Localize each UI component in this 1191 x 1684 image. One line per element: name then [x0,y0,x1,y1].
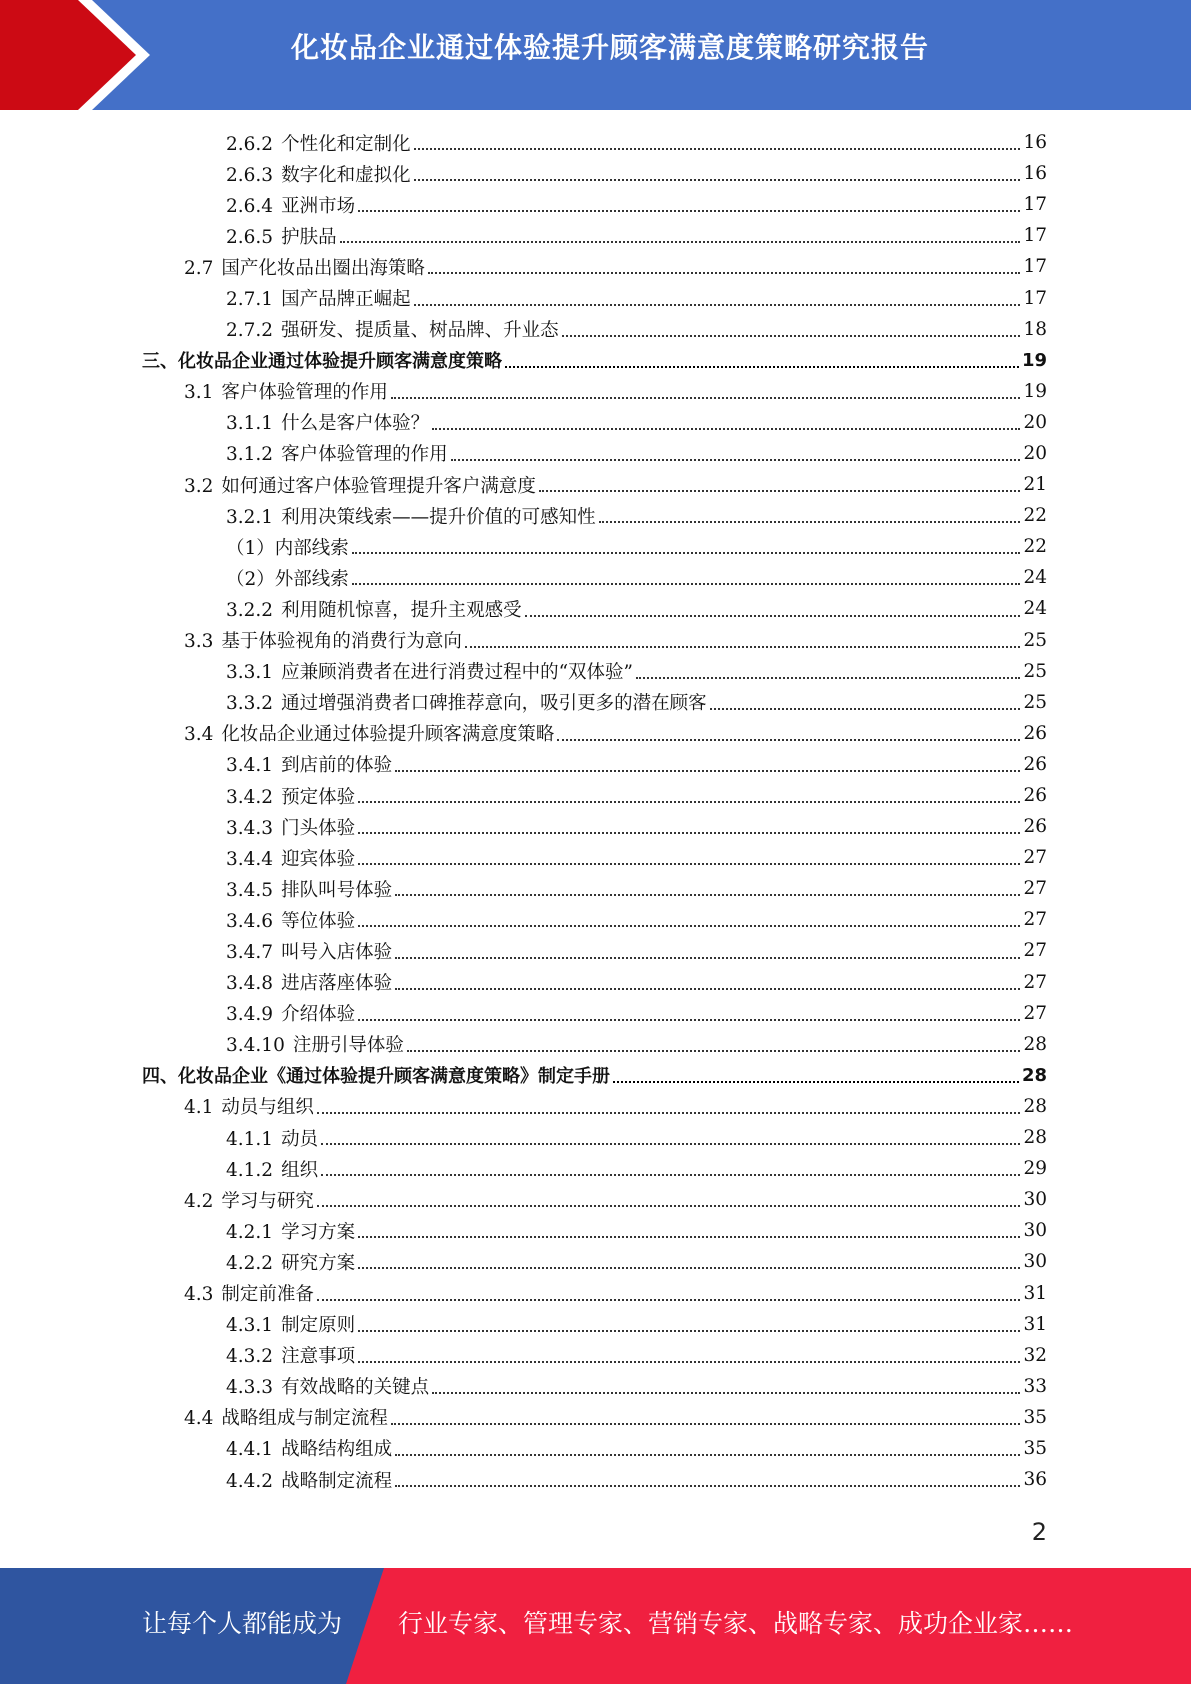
toc-entry-text: 介绍体验 [281,1004,356,1026]
toc-entry-page: 32 [1023,1344,1047,1366]
toc-entry-text: 四、化妆品企业《通过体验提升顾客满意度策略》制定手册 [142,1066,610,1088]
toc-entry-page: 31 [1023,1313,1047,1335]
toc-entry-page: 27 [1023,909,1047,931]
toc-entry-page: 26 [1023,722,1047,744]
toc-entry-label [184,472,536,498]
toc-entry[interactable] [0,1464,1191,1495]
toc-entry-text: 数字化和虚拟化 [281,164,411,186]
toc-entry-label [184,254,425,280]
toc-entry-label [226,1311,355,1337]
toc-entry-label [226,876,392,902]
toc-entry-label [226,223,337,249]
toc-entry-text: 预定体验 [281,786,356,808]
toc-entry-text: 有效战略的关键点 [281,1377,430,1399]
toc-entry-text: 基于体验视角的消费行为意向 [221,631,462,653]
toc-entry[interactable] [0,220,1191,251]
toc-entry-number: 4.3.1 [226,1315,274,1337]
toc-entry-text: 国产化妆品出圈出海策略 [221,257,425,279]
toc-dot-leader [352,582,1021,585]
toc-entry-page: 27 [1023,1002,1047,1024]
toc-entry-number: 3.3.2 [226,693,274,715]
toc-entry-text: 等位体验 [281,910,356,932]
toc-dot-leader [317,1298,1021,1301]
toc-entry-label [226,689,707,715]
toc-entry-text: 排队叫号体验 [281,879,393,901]
toc-entry[interactable] [0,469,1191,500]
toc-entry[interactable] [0,1277,1191,1308]
toc-entry-number: 4.1.1 [226,1128,274,1150]
toc-entry[interactable] [0,1246,1191,1277]
toc-dot-leader [414,178,1021,181]
toc-entry[interactable] [0,873,1191,904]
toc-entry-page: 35 [1023,1437,1047,1459]
toc-dot-leader [358,1360,1020,1363]
toc-entry[interactable] [0,625,1191,656]
toc-dot-leader [358,862,1020,865]
toc-entry-text: 进店落座体验 [281,973,393,995]
toc-dot-leader [340,240,1021,243]
toc-entry[interactable] [0,998,1191,1029]
toc-dot-leader [358,800,1020,803]
toc-entry-number: 3.4.10 [226,1035,285,1057]
toc-entry[interactable] [0,251,1191,282]
toc-entry[interactable] [0,282,1191,313]
toc-entry[interactable] [0,1371,1191,1402]
toc-entry-label [226,1342,355,1368]
toc-dot-leader [321,1173,1020,1176]
toc-entry-page: 19 [1023,380,1047,402]
toc-entry-label [184,720,554,746]
toc-entry[interactable] [0,376,1191,407]
footer-slogan-left: 让每个人都能成为 [142,1609,343,1638]
toc-entry-page: 25 [1023,629,1047,651]
toc-entry-label [142,347,502,373]
page-header [0,0,1191,110]
toc-dot-leader [391,396,1021,399]
toc-entry[interactable] [0,562,1191,593]
toc-entry[interactable] [0,749,1191,780]
toc-dot-leader [562,334,1021,337]
toc-entry-page: 22 [1023,505,1047,527]
toc-entry-page: 24 [1023,598,1047,620]
toc-entry[interactable] [0,158,1191,189]
toc-entry[interactable] [0,1029,1191,1060]
toc-entry-label [226,130,411,156]
toc-entry-page: 26 [1023,816,1047,838]
toc-dot-leader [395,1453,1020,1456]
toc-entry-label [184,1404,388,1430]
toc-entry-number: 4.2.1 [226,1221,274,1243]
toc-dot-leader [636,676,1020,679]
toc-dot-leader [505,365,1019,368]
toc-dot-leader [557,738,1020,741]
toc-entry-page: 28 [1023,1095,1047,1117]
toc-entry[interactable] [0,687,1191,718]
toc-entry-text: 动员 [281,1128,319,1150]
toc-entry[interactable] [0,1215,1191,1246]
toc-entry[interactable] [0,438,1191,469]
toc-entry-text: 注册引导体验 [292,1035,404,1057]
toc-entry-number: 3.4.2 [226,786,274,808]
toc-entry-page: 20 [1023,442,1047,464]
toc-entry-page: 24 [1023,567,1047,589]
toc-dot-leader [710,707,1021,710]
toc-entry-number: 2.7.1 [226,289,274,311]
toc-entry-number: 4.3 [184,1284,214,1306]
toc-entry[interactable] [0,1433,1191,1464]
toc-entry-number: 2.6.2 [226,133,274,155]
toc-entry-text: 学习方案 [281,1221,356,1243]
toc-entry-label [226,1031,404,1057]
toc-entry[interactable] [0,904,1191,935]
toc-dot-leader [358,831,1020,834]
toc-entry[interactable] [0,1402,1191,1433]
toc-dot-leader [358,924,1020,927]
toc-entry-number: 3.1.1 [226,413,274,435]
toc-dot-leader [599,520,1021,523]
toc-entry-label [226,534,349,560]
toc-dot-leader [432,427,1020,430]
toc-entry-label [142,1062,610,1088]
toc-entry-text: 护肤品 [281,226,337,248]
toc-entry-page: 18 [1023,318,1047,340]
toc-entry-text: 如何通过客户体验管理提升客户满意度 [221,475,536,497]
toc-entry-label [226,969,392,995]
toc-entry-number: 3.2.1 [226,506,274,528]
toc-entry-label [226,316,559,342]
toc-entry-label [184,1187,314,1213]
toc-entry-page: 27 [1023,847,1047,869]
toc-entry-text: 学习与研究 [221,1190,314,1212]
toc-entry-number: 3.4.6 [226,910,274,932]
toc-entry-page: 27 [1023,971,1047,993]
toc-entry-number: 4.3.3 [226,1377,274,1399]
toc-entry-number: 2.6.5 [226,226,274,248]
toc-entry[interactable] [0,842,1191,873]
toc-entry-number: 3.2 [184,475,214,497]
toc-dot-leader [395,1484,1020,1487]
toc-entry-page: 16 [1023,163,1047,185]
toc-dot-leader [539,489,1021,492]
toc-entry-number: 2.6.3 [226,164,274,186]
toc-entry-page: 33 [1023,1375,1047,1397]
toc-entry-page: 30 [1023,1251,1047,1273]
toc-entry[interactable] [0,531,1191,562]
toc-dot-leader [414,147,1021,150]
toc-entry[interactable] [0,1309,1191,1340]
toc-entry-page: 25 [1023,660,1047,682]
toc-entry-text: 到店前的体验 [281,755,393,777]
toc-entry-page: 20 [1023,411,1047,433]
toc-entry-label [226,907,355,933]
toc-entry-text: 注意事项 [281,1346,356,1368]
toc-entry-text: 研究方案 [281,1252,356,1274]
toc-dot-leader [395,893,1020,896]
toc-dot-leader [358,1266,1020,1269]
toc-entry-label [226,845,355,871]
toc-entry[interactable] [0,935,1191,966]
toc-entry-text: 利用随机惊喜，提升主观感受 [281,599,522,621]
toc-entry-label [184,1093,314,1119]
toc-entry-number: 2.7 [184,257,214,279]
toc-entry[interactable] [0,314,1191,345]
toc-entry-label [226,1156,318,1182]
page-footer [0,1568,1191,1684]
toc-entry-page: 19 [1021,349,1047,371]
toc-entry-text: 什么是客户体验？ [281,413,430,435]
toc-dot-leader [395,956,1020,959]
toc-dot-leader [407,1049,1021,1052]
toc-entry-text: （1）内部线索 [226,537,349,559]
toc-entry-text: 通过增强消费者口碑推荐意向，吸引更多的潜在顾客 [281,693,707,715]
toc-entry-label [226,814,355,840]
toc-entry-number: 3.4.1 [226,755,274,777]
toc-entry-label [226,285,411,311]
report-title: 化妆品企业通过体验提升顾客满意度策略研究报告 [290,31,929,64]
page-number: 2 [1031,1518,1047,1546]
toc-entry-text: 个性化和定制化 [281,133,411,155]
toc-entry-page: 17 [1023,225,1047,247]
toc-entry-label [226,938,392,964]
toc-entry-number: 3.4.5 [226,879,274,901]
toc-entry-number: 3.4 [184,724,214,746]
toc-dot-leader [321,1142,1020,1145]
toc-entry[interactable] [0,1340,1191,1371]
toc-entry-text: 战略制定流程 [281,1470,393,1492]
toc-dot-leader [358,1329,1020,1332]
toc-entry[interactable] [0,127,1191,158]
toc-entry-text: 国产品牌正崛起 [281,289,411,311]
toc-entry-page: 22 [1023,536,1047,558]
toc-entry[interactable] [0,811,1191,842]
toc-entry-text: 利用决策线索——提升价值的可感知性 [281,506,596,528]
toc-entry-text: 动员与组织 [221,1097,314,1119]
toc-dot-leader [317,1111,1021,1114]
footer-slogan-right: 行业专家、管理专家、营销专家、战略专家、成功企业家…… [398,1609,1074,1638]
toc-entry-text: 组织 [281,1159,319,1181]
toc-entry-number: 4.2.2 [226,1252,274,1274]
toc-dot-leader [428,271,1021,274]
toc-entry-label [226,751,392,777]
toc-entry-page: 28 [1023,1127,1047,1149]
toc-entry[interactable] [0,967,1191,998]
toc-entry-page: 17 [1023,287,1047,309]
toc-entry-text: 门头体验 [281,817,356,839]
toc-entry[interactable] [0,780,1191,811]
toc-entry-text: 应兼顾消费者在进行消费过程中的“双体验” [281,662,633,684]
toc-entry-page: 26 [1023,753,1047,775]
toc-entry-page: 29 [1023,1158,1047,1180]
toc-entry-label [226,1467,392,1493]
toc-entry-label [226,1373,429,1399]
toc-entry-text: 客户体验管理的作用 [281,444,448,466]
toc-entry-label [184,378,388,404]
toc-entry-page: 31 [1023,1282,1047,1304]
toc-entry-text: 迎宾体验 [281,848,356,870]
toc-entry-page: 16 [1023,132,1047,154]
toc-dot-leader [358,1235,1020,1238]
toc-entry-number: 3.4.9 [226,1004,274,1026]
toc-entry[interactable] [0,1153,1191,1184]
toc-dot-leader [395,769,1020,772]
toc-entry-text: 叫号入店体验 [281,941,393,963]
toc-entry-page: 35 [1023,1406,1047,1428]
toc-entry-number: 2.6.4 [226,195,274,217]
toc-entry-page: 28 [1021,1064,1047,1086]
toc-dot-leader [358,1018,1020,1021]
toc-entry-page: 28 [1023,1033,1047,1055]
toc-dot-leader [391,1422,1021,1425]
toc-dot-leader [395,987,1020,990]
toc-entry-page: 36 [1023,1469,1047,1491]
toc-entry-number: 4.1 [184,1097,214,1119]
toc-entry-text: 亚洲市场 [281,195,356,217]
toc-dot-leader [358,209,1020,212]
toc-entry-label [226,409,429,435]
toc-entry-label [226,503,596,529]
toc-dot-leader [465,645,1021,648]
toc-entry-page: 30 [1023,1220,1047,1242]
toc-entry-number: 2.7.2 [226,320,274,342]
toc-entry[interactable] [0,1184,1191,1215]
toc-dot-leader [414,303,1021,306]
toc-entry-label [226,440,448,466]
toc-entry-number: 3.1 [184,382,214,404]
toc-entry-number: 3.4.3 [226,817,274,839]
toc-entry-number: 4.1.2 [226,1159,274,1181]
toc-entry-number: 3.4.8 [226,973,274,995]
toc-entry[interactable] [0,593,1191,624]
toc-entry[interactable] [0,718,1191,749]
toc-entry-label [184,1280,314,1306]
toc-dot-leader [317,1204,1021,1207]
toc-entry[interactable] [0,1091,1191,1122]
toc-entry-label [226,565,349,591]
toc-entry-label [226,192,355,218]
toc-entry-page: 17 [1023,256,1047,278]
toc-entry-number: 4.4.2 [226,1470,274,1492]
toc-entry[interactable] [0,500,1191,531]
toc-entry-label [226,1218,355,1244]
toc-entry[interactable] [0,1060,1191,1091]
toc-entry-page: 27 [1023,878,1047,900]
toc-entry-page: 21 [1023,474,1047,496]
toc-entry-number: 4.4 [184,1408,214,1430]
toc-entry-text: 制定原则 [281,1315,356,1337]
toc-dot-leader [451,458,1021,461]
toc-entry-label [184,627,462,653]
toc-entry-number: 3.3 [184,631,214,653]
toc-entry-number: 4.4.1 [226,1439,274,1461]
toc-entry-label [226,161,411,187]
toc-entry-label [226,1435,392,1461]
toc-entry[interactable] [0,407,1191,438]
toc-entry-page: 17 [1023,194,1047,216]
toc-entry-label [226,1000,355,1026]
toc-entry-text: 客户体验管理的作用 [221,382,388,404]
toc-dot-leader [525,614,1021,617]
toc-entry-text: 三、化妆品企业通过体验提升顾客满意度策略 [142,351,502,373]
toc-entry-number: 4.2 [184,1190,214,1212]
toc-entry-text: 强研发、提质量、树品牌、升业态 [281,320,559,342]
toc-entry-text: （2）外部线索 [226,568,349,590]
toc-entry-number: 3.1.2 [226,444,274,466]
toc-entry[interactable] [0,345,1191,376]
toc-dot-leader [432,1391,1020,1394]
toc-entry-number: 4.3.2 [226,1346,274,1368]
toc-entry[interactable] [0,189,1191,220]
toc-entry[interactable] [0,656,1191,687]
toc-entry-label [226,1125,318,1151]
toc-entry[interactable] [0,1122,1191,1153]
table-of-contents [0,127,1191,1495]
toc-entry-text: 战略结构组成 [281,1439,393,1461]
toc-entry-label [226,596,522,622]
toc-entry-text: 战略组成与制定流程 [221,1408,388,1430]
red-chevron-logo [0,0,160,110]
toc-entry-text: 制定前准备 [221,1284,314,1306]
toc-entry-page: 27 [1023,940,1047,962]
toc-entry-page: 30 [1023,1189,1047,1211]
toc-entry-number: 3.4.4 [226,848,274,870]
toc-entry-number: 3.2.2 [226,599,274,621]
toc-entry-label [226,783,355,809]
toc-dot-leader [613,1080,1019,1083]
toc-entry-number: 3.4.7 [226,941,274,963]
toc-entry-label [226,658,633,684]
toc-entry-label [226,1249,355,1275]
toc-entry-text: 化妆品企业通过体验提升顾客满意度策略 [221,724,555,746]
toc-entry-number: 3.3.1 [226,662,274,684]
toc-entry-page: 25 [1023,691,1047,713]
toc-entry-page: 26 [1023,785,1047,807]
toc-dot-leader [352,551,1021,554]
